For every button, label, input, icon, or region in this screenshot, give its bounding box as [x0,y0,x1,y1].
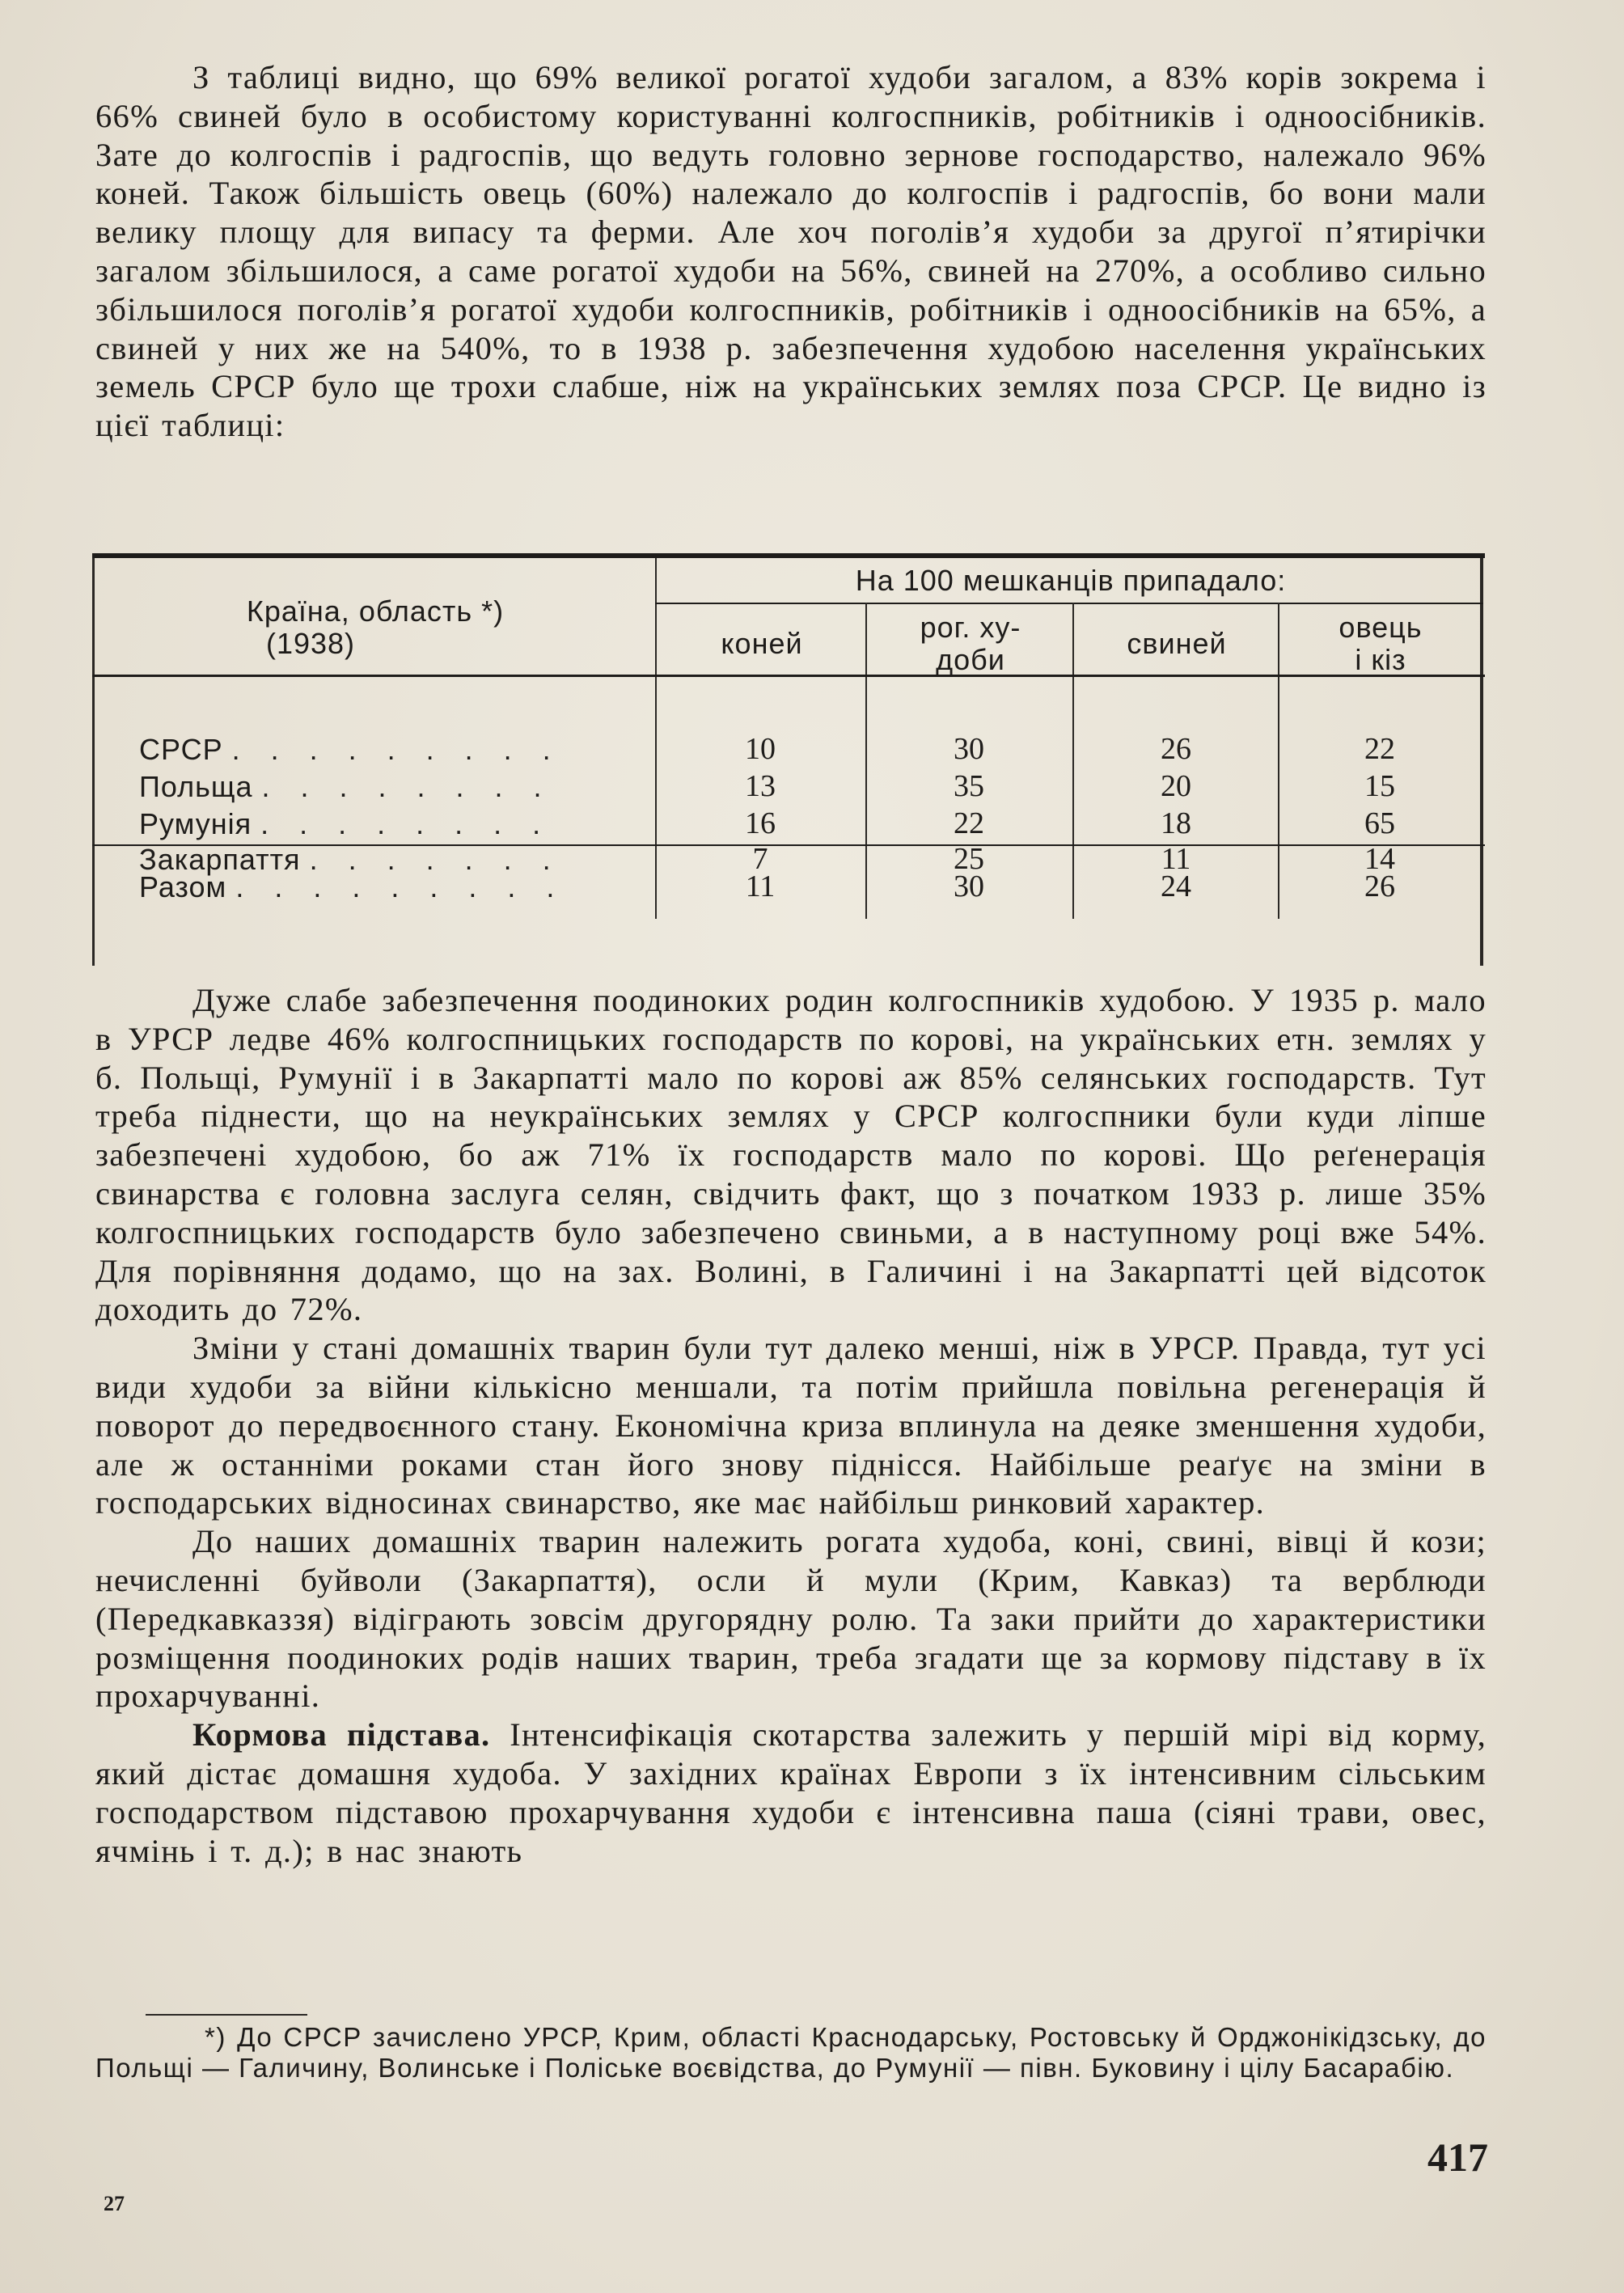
row-label: СРСР [139,733,223,766]
row-label: Румунія [139,807,252,840]
paragraph: Дуже слабе забезпечення поодиноких родин колгоспників худобою. У 1935 р. мало в УРСР ледве 46% колгоспницьких господарств по корові, на українських етн. землях у б. Польщі, Румунії і в Закарпатті мало по корові аж 85% селянських господарств. Тут треба піднести, що на неукраїнських землях у СРСР колгоспники були куди ліпше забезпечені худобою, бо аж 71% їх господарств мало по корові. Що реґенерація свинарства є головна заслуга селян, свідчить факт, що з початком 1933 р. лише 35% колгоспницьких господарств було забезпечено свиньми, а в наступному році вже 54%. Для порівняння додамо, що на зах. Волині, в Галичині і на Закарпатті цей відсоток доходить до 72%. [95,982,1487,1328]
cell-value: 14 [1364,842,1395,876]
cell-value: 16 [745,806,776,840]
total-value: 24 [1161,869,1191,903]
footnote [95,2022,1487,2084]
paragraph: До наших домашніх тварин належить рогата худоба, коні, свині, вівці й кози; нечисленні буйволи (Закарпаття), осли й мули (Крим, Кавказ) та верблюди (Передкавказзя) відіграють зовсім другорядну ролю. Та заки прийти до характеристики розміщення поодиноких родів наших тварин, треба згадати ще за кормову підставу в їх прохарчуванні. [95,1523,1487,1715]
total-value: 11 [745,869,776,903]
row-label: Польща [139,770,253,803]
cell-value: 20 [1161,769,1191,803]
cell-value: 10 [745,732,776,766]
country-header: Країна, область *) [246,594,505,628]
signature-mark: 27 [104,2192,125,2215]
group-header: На 100 мешканців припадало: [855,564,1287,597]
column-header: свиней [1127,627,1227,660]
cell-value: 11 [1161,842,1191,876]
livestock-table: Країна, область *) (1938) На 100 мешканців припадало: коней рог. ху- доби свиней овець і кіз СРСР . . . . . . . . . 10 30 26 22 Польща . . . . . . . . 13 35 20 15 Румунія . . . . . . . . 16 22 18 65 Разом . . . . . . . . . 11 30 24 26 [92,553,1485,967]
cell-value: 26 [1161,732,1191,766]
footnote-divider [146,2014,307,2016]
cell-value: 65 [1364,806,1395,840]
paragraph: З таблиці видно, що 69% великої рогатої худоби загалом, а 83% корів зокрема і 66% свиней було в особистому користуванні колгоспників, робітників і одноосібників. Зате до колгоспів і радгоспів, що ведуть головно зернове господарство, належало 96% коней. Також більшість овець (60%) належало до колгоспів і радгоспів, бо вони мали велику площу для випасу та ферми. Але хоч поголів’я худоби за другої п’ятирічки загалом збільшилося, а саме рогатої худоби на 56%, свиней на 270%, а особливо сильно збільшилося поголів’я рогатої худоби колгоспників, робітників і одноосібників на 65%, а свиней у них же на 540%, то в 1938 р. забезпечення худобою населення українських земель СРСР було ще трохи слабше, ніж на українських землях поза СРСР. Це видно із цієї таблиці: [95,59,1487,444]
page-number: 417 [1427,2134,1488,2180]
total-value: 26 [1364,869,1395,903]
column-header: коней [721,627,803,660]
paragraph: Зміни у стані домашніх тварин були тут далеко менші, ніж в УРСР. Правда, тут усі види худоби за війни кількісно меншали, та потім прийшла повільна регенерація й поворот до передвоєнного стану. Економічна криза вплинула на деяке зменшення худоби, але ж останніми роками стан його знову піднісся. Найбільше реаґує на зміни в господарських відносинах свинарство, яке має найбільш ринковий характер. [95,1330,1487,1521]
row-label: Закарпаття [139,843,301,876]
cell-value: 30 [954,732,984,766]
footnote-text: До СРСР зачислено УРСР, Крим, області Краснодарську, Ростовську й Орджонікідзську, до Польщі — Галичину, Волинське і Поліське воєвідства, до Румунії — півн. Буковину і цілу Басарабію. [95,2022,1487,2083]
total-value: 30 [954,869,984,903]
paragraph [95,1716,1487,1870]
column-header: овець і кіз [1339,611,1423,676]
cell-value: 13 [745,769,776,803]
year-header: (1938) [265,627,356,660]
cell-value: 22 [954,806,984,840]
column-header: рог. ху- доби [920,611,1021,676]
cell-value: 22 [1364,732,1395,766]
footnote-marker: *) [205,2022,226,2052]
cell-value: 25 [954,842,984,876]
table-row: Закарпаття . . . . . . . 7 25 11 14 [92,843,1485,880]
total-label: Разом [139,870,227,903]
cell-value: 15 [1364,769,1395,803]
body-text [95,981,1487,1870]
cell-value: 7 [752,842,768,876]
cell-value: 18 [1161,806,1191,840]
section-heading: Кормова підстава. [192,1716,491,1754]
section-text: Інтенсифікація скотарства залежить у першій мірі від корму, який дістає домашня худоба. У західних країнах Европи з їх інтенсивним сільським господарством підставою прохарчування худоби є інтенсивна паша (сіяні трави, овес, ячмінь і т. д.); в нас знають [95,1716,1487,1869]
cell-value: 35 [954,769,984,803]
intro-text [95,58,1487,445]
